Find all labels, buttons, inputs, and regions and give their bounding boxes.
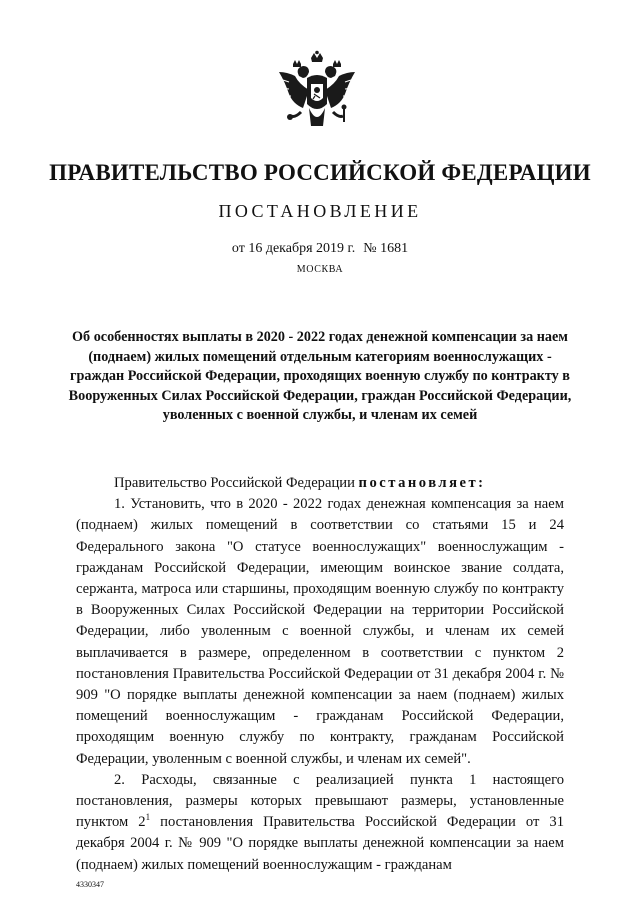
paragraph-2 xyxy=(76,770,564,876)
paragraph-2-part-1: 2. Расходы, связанные с реализацией пункта 1 настоящего постановления, размеры которых превышают размеры, установленные пунктом 2 xyxy=(76,771,564,831)
city: МОСКВА xyxy=(296,264,344,275)
intro-paragraph xyxy=(76,473,564,494)
intro-text: Правительство Российской Федерации xyxy=(114,475,359,491)
document-date: от 16 декабря 2019 г. xyxy=(231,241,356,256)
superscript: 1 xyxy=(145,812,151,823)
document-type: ПОСТАНОВЛЕНИЕ xyxy=(218,201,422,221)
date-number-line xyxy=(0,241,640,257)
footer-code: 4330347 xyxy=(76,880,104,889)
government-title: ПРАВИТЕЛЬСТВО РОССИЙСКОЙ ФЕДЕРАЦИИ xyxy=(49,160,591,185)
paragraph-1: 1. Установить, что в 2020 - 2022 годах денежная компенсация за наем (поднаем) жилых помещений в соответствии со статьями 15 и 24 Федерального закона "О статусе военнослужащих" военнослужащим - гражданам Российской Федерации, имеющим воинское звание солдата, сержанта, матроса или старшины, проходящим военную службу по контракту в Вооруженных Силах Российской Федерации на территории Российской Федерации, либо уволенным с военной службы, и членам их семей выплачивается в размере, определенном в соответствии с пунктом 2 постановления Правительства Российской Федерации от 31 декабря 2004 г. № 909 "О порядке выплаты денежной компенсации за наем (поднаем) жилых помещений военнослужащим - гражданам Российской Федерации, проходящим военную службу по контракту, гражданам Российской Федерации, уволенным с военной службы, и членам их семей". xyxy=(76,496,564,767)
document-title: Об особенностях выплаты в 2020 - 2022 годах денежной компенсации за наем (поднаем) жилых помещений отдельным категориям военнослужащих - граждан Российской Федерации, проходящих военную службу по контракту в Вооруженных Силах Российской Федерации, граждан Российской Федерации, уволенных с военной службы, и членам их семей xyxy=(68,329,572,423)
document-number: № 1681 xyxy=(363,241,409,256)
paragraph-2-part-2: постановления Правительства Российской Федерации от 31 декабря 2004 г. № 909 "О порядке выплаты денежной компенсации за наем (поднаем) жилых помещений военнослужащим - гражданам xyxy=(76,814,565,873)
coat-of-arms-icon xyxy=(271,50,363,146)
decree-verb: постановляет: xyxy=(358,475,486,491)
document-body xyxy=(76,473,564,876)
